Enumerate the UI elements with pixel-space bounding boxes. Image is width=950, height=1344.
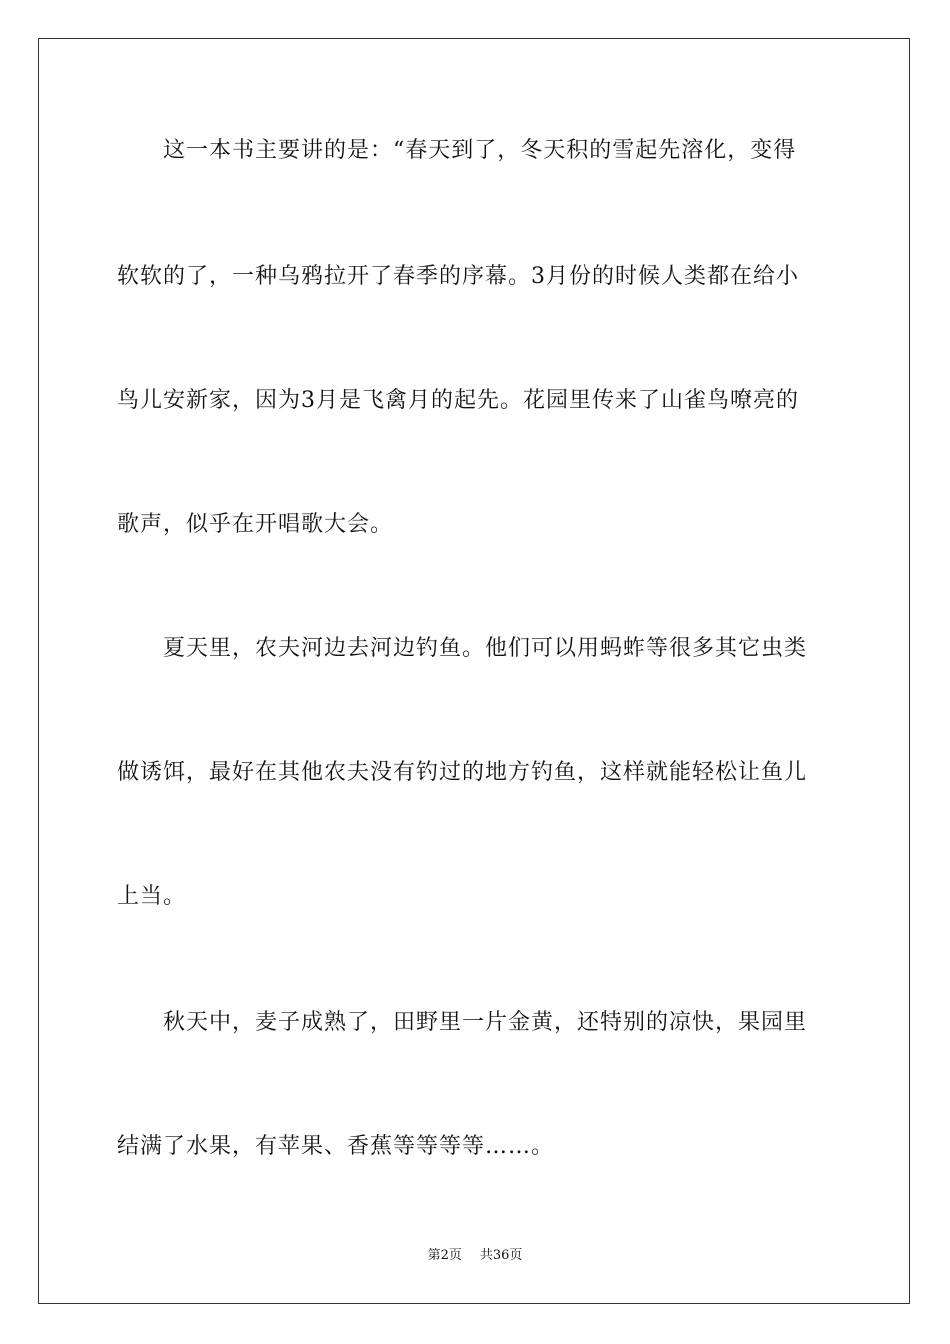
page-number: 第2页 xyxy=(427,1248,462,1263)
paragraph-2-line-3: 上当。 xyxy=(117,884,187,909)
paragraph-3-line-2: 结满了水果，有苹果、香蕉等等等等……。 xyxy=(117,1134,555,1159)
page-border xyxy=(38,38,910,1304)
page-footer xyxy=(0,1247,950,1265)
paragraph-2-line-2: 做诱饵，最好在其他农夫没有钓过的地方钓鱼，这样就能轻松让鱼儿 xyxy=(117,760,808,785)
paragraph-1-line-2: 软软的了，一种乌鸦拉开了春季的序幕。3月份的时候人类都在给小 xyxy=(117,264,799,289)
paragraph-1-line-4: 歌声，似乎在开唱歌大会。 xyxy=(117,512,394,537)
paragraph-3-line-1: 秋天中，麦子成熟了，田野里一片金黄，还特别的凉快，果园里 xyxy=(163,1010,808,1035)
paragraph-1-line-3: 鸟儿安新家，因为3月是飞禽月的起先。花园里传来了山雀鸟嘹亮的 xyxy=(117,388,799,413)
total-pages: 共36页 xyxy=(479,1248,523,1263)
paragraph-1-line-1: 这一本书主要讲的是：“春天到了，冬天积的雪起先溶化，变得 xyxy=(163,138,797,163)
paragraph-2-line-1: 夏天里，农夫河边去河边钓鱼。他们可以用蚂蚱等很多其它虫类 xyxy=(163,636,808,661)
